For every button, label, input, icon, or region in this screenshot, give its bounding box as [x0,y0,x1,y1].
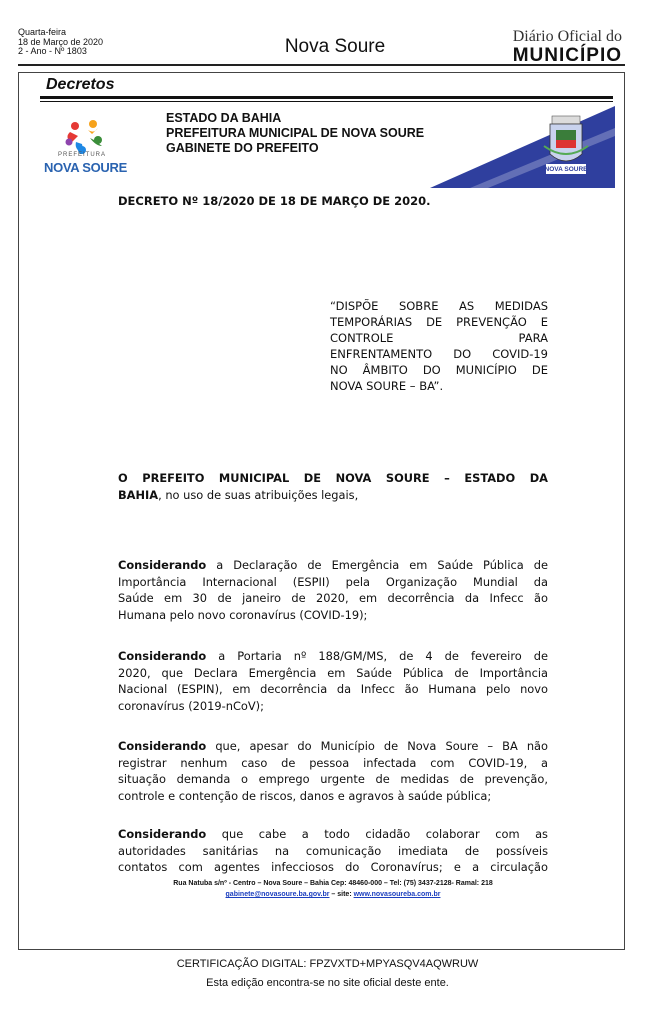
paragraph-line: 2020, que Declara Emergência em Saúde Pública de Importância [118,665,548,680]
footer-address: Rua Natuba s/nº - Centro – Nova Soure – Bahia Cep: 48460-000 – Tel: (75) 3437-2128- Ramal: 218 [173,880,493,887]
considerando-label: Considerando [118,558,207,572]
paragraph-line: Humana pelo novo coronavírus (COVID-19); [118,607,368,622]
preamble [118,470,548,503]
ementa-line: CONTROLE PARA [330,331,548,345]
paragraph-line: situação demanda o emprego urgente de medidas de prevenção, [118,772,548,787]
decree-title: DECRETO Nº 18/2020 DE 18 DE MARÇO DE 2020. [118,194,431,208]
banner-label: NOVA SOURE [544,166,588,173]
paragraph-line [118,557,548,574]
paragraph-text: a Declaração de Emergência em Saúde Pública de [206,558,548,572]
decree-ementa [330,298,548,394]
edition-info [18,28,103,57]
paragraph-line [118,648,548,665]
paragraph-line: Importância Internacional (ESPII) pela Organização Mundial da [118,574,548,589]
government-heading [166,111,424,156]
ementa-line: “DISPÕE SOBRE AS MEDIDAS [330,299,548,313]
banner-coat-of-arms-icon [430,106,615,188]
ementa-line: ENFRENTAMENTO DO COVID-19 [330,347,548,361]
logo-word-large: NOVA SOURE [44,160,127,175]
considerando-paragraph [118,738,548,804]
ementa-line: TEMPORÁRIAS DE PREVENÇÃO E [330,315,548,329]
considerando-label: Considerando [118,739,207,753]
site-separator: – site: [329,891,354,898]
considerando-label: Considerando [118,827,207,841]
issue-date: 18 de Março de 2020 [18,36,104,47]
paragraph-line: contatos com agentes infecciosos do Coronavírus; e a circulação [118,860,548,875]
edition-number: 2 - Ano - Nº 1803 [18,46,87,56]
paragraph-line [118,738,548,755]
paragraph-line [118,826,548,843]
paragraph-line: coronavírus (2019-nCoV); [118,698,264,713]
considerando-paragraph [118,648,548,714]
paragraph-text: que cabe a todo cidadão colaborar com as [206,827,548,841]
ementa-line: NOVA SOURE – BA”. [330,379,444,393]
paragraph-text: a Portaria nº 188/GM/MS, de 4 de fevereiro de [206,649,548,663]
masthead [492,29,622,67]
preamble-rest: , no uso de suas atribuições legais, [158,487,359,502]
email-link[interactable]: gabinete@novasoure.ba.gov.br [225,891,330,898]
considerando-paragraph [118,826,548,876]
masthead-line1: Diário Oficial do [512,28,622,45]
footer-address-block [118,878,548,900]
preamble-line [118,487,548,504]
section-rule-thick [40,96,613,99]
preamble-line [118,470,548,487]
preamble-bold: O PREFEITO MUNICIPAL DE NOVA SOURE – ESTADO DA [118,471,548,485]
paragraph-line: Nacional (ESPIN), em decorrência da Infecc ão Humana pelo novo [118,682,548,697]
weekday: Quarta-feira [18,27,67,37]
edition-note: Esta edição encontra-se no site oficial deste ente. [206,977,449,989]
gov-line-prefeitura: PREFEITURA MUNICIPAL DE NOVA SOURE [166,126,425,140]
paragraph-line: Saúde em 30 de janeiro de 2020, em decorrência da Infecc ão [118,591,548,606]
paragraph-line: registrar nenhum caso de pessoa infectada com COVID-19, a [118,755,548,770]
site-link[interactable]: www.novasoureba.com.br [353,891,441,898]
section-rule-thin [40,101,613,102]
logo-word-small: PREFEITURA [58,152,107,158]
ementa-line: NO ÂMBITO DO MUNICÍPIO DE [330,363,548,377]
gov-line-state: ESTADO DA BAHIA [166,111,282,125]
gov-line-cabinet: GABINETE DO PREFEITO [166,141,319,155]
city-name: Nova Soure [284,36,386,57]
paragraph-line: controle e contenção de riscos, danos e agravos à saúde pública; [118,788,492,803]
header-rule [18,64,625,66]
considerando-paragraph [118,557,548,623]
section-title: Decretos [46,76,115,93]
masthead-line2: MUNICÍPIO [512,45,622,66]
footer-contacts [118,889,548,900]
digital-certification: CERTIFICAÇÃO DIGITAL: FPZVXTD+MPYASQV4AQWRUW [176,958,479,970]
preamble-bold2: BAHIA [118,487,159,502]
paragraph-text: que, apesar do Município de Nova Soure – BA não [206,739,548,753]
considerando-label: Considerando [118,649,207,663]
paragraph-line: autoridades sanitárias na comunicação imediata de possíveis [118,843,548,858]
